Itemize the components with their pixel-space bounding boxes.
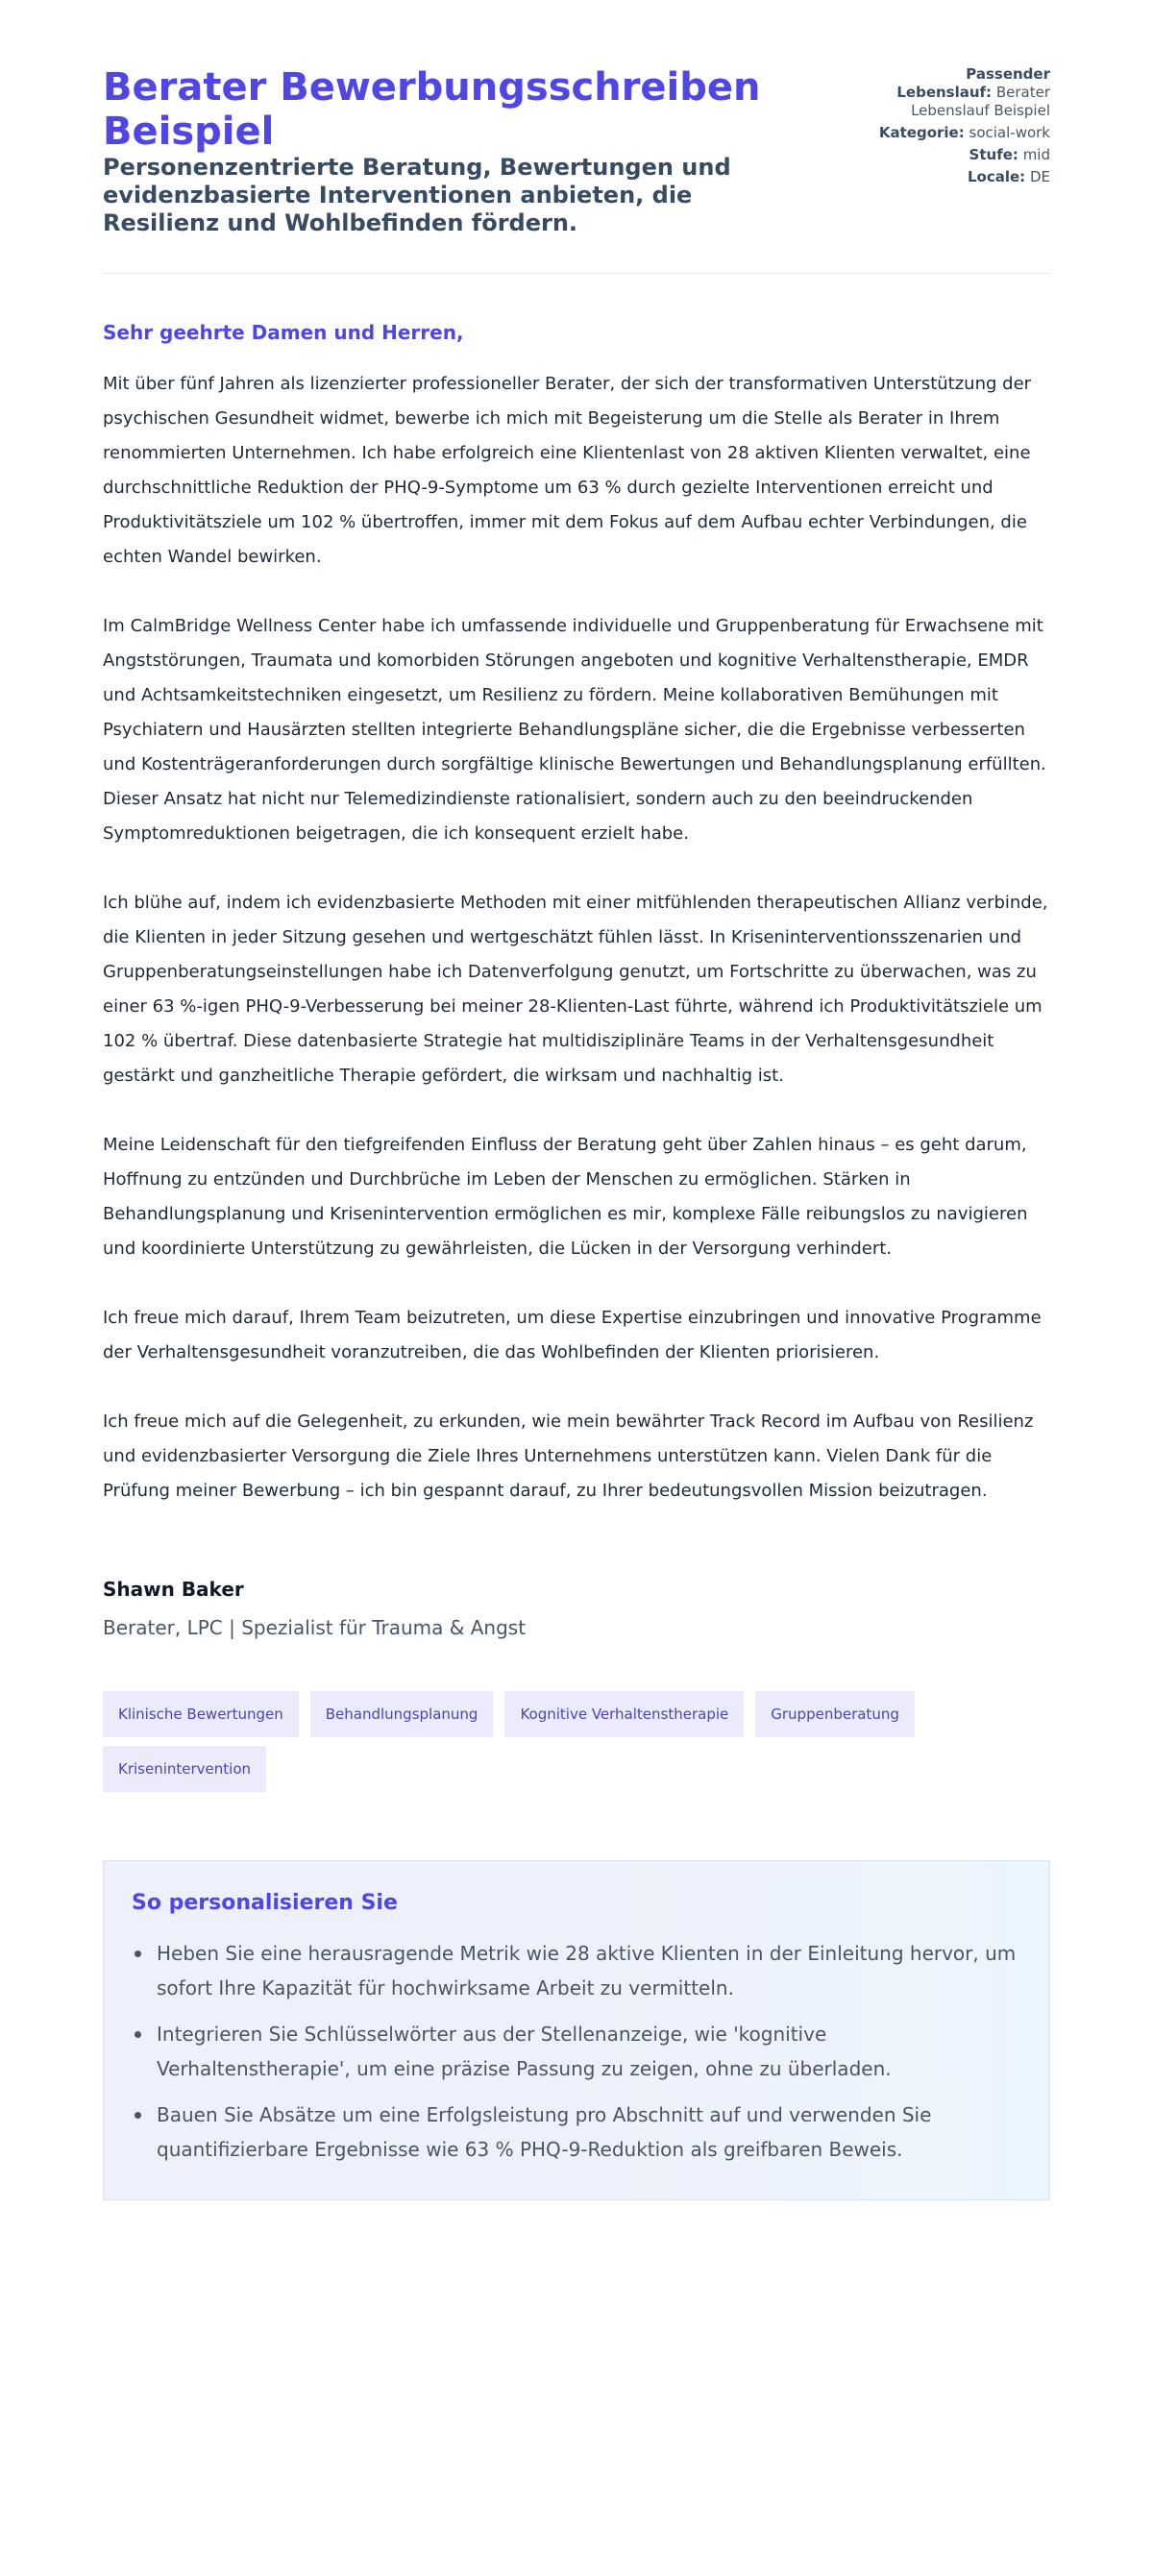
letter-paragraph: Ich freue mich darauf, Ihrem Team beizutreten, um diese Expertise einzubringen und innovative Programme der Verhaltensgesundheit voranzutreiben, die das Wohlbefinden der Klienten priorisieren.: [103, 1308, 1042, 1362]
page-header: [103, 65, 1050, 274]
tips-item-text: Heben Sie eine herausragende Metrik wie 28 aktive Klienten in der Einleitung hervor, um sofort Ihre Kapazität für hochwirksame Arbeit zu vermitteln.: [157, 1942, 1017, 1999]
tips-list-item: [132, 2017, 1021, 2086]
meta-level-value: mid: [1022, 146, 1050, 163]
meta-level: [868, 146, 1050, 164]
letter-paragraph: Mit über fünf Jahren als lizenzierter professioneller Berater, der sich der transformativen Unterstützung der psychischen Gesundheit widmet, bewerbe ich mich mit Begeisterung um die Stelle als Berater in Ihrem renommierten Unternehmen. Ich habe erfolgreich eine Klientenlast von 28 aktiven Klienten verwaltet, eine durchschnittliche Reduktion der PHQ-9-Symptome um 63 % durch gezielte Interventionen erreicht und Produktivitätsziele um 102 % übertroffen, immer mit dem Fokus auf dem Aufbau echter Verbindungen, die echten Wandel bewirken.: [103, 374, 1032, 567]
page-title: Berater Bewerbungsschreiben Beispiel: [103, 65, 761, 154]
bullet-icon: [135, 2031, 141, 2038]
letter-paragraph: Meine Leidenschaft für den tiefgreifenden Einfluss der Beratung geht über Zahlen hinaus – es geht darum, Hoffnung zu entzünden und Durchbrüche im Leben der Menschen zu ermöglichen. Stärken in Behandlungsplanung und Krisenintervention ermöglichen es mir, komplexe Fälle reibungslos zu navigieren und koordinierte Unterstützung zu gewährleisten, die Lücken in der Versorgung verhindert.: [103, 1135, 1028, 1259]
meta-resume-value: Berater Lebenslauf Beispiel: [911, 84, 1050, 119]
letter-greeting: Sehr geehrte Damen und Herren,: [103, 321, 464, 344]
meta-category-value: social-work: [969, 124, 1050, 141]
meta-resume: [868, 65, 1050, 120]
signature-name: Shawn Baker: [103, 1578, 244, 1601]
skill-tag: Kognitive Verhaltenstherapie: [504, 1691, 744, 1737]
meta-resume-label: Passender Lebenslauf:: [896, 65, 1050, 101]
personalization-tips-box: [103, 1860, 1050, 2200]
page-subtitle: Personenzentrierte Beratung, Bewertungen und evidenzbasierte Interventionen anbieten, die Resilienz und Wohlbefinden fördern.: [103, 154, 731, 236]
meta-locale-value: DE: [1029, 168, 1050, 185]
metadata-panel: [868, 65, 1050, 190]
meta-level-label: Stufe:: [969, 146, 1018, 163]
letter-paragraph: Ich freue mich auf die Gelegenheit, zu erkunden, wie mein bewährter Track Record im Aufbau von Resilienz und evidenzbasierter Versorgung die Ziele Ihres Unternehmens unterstützen kann. Vielen Dank für die Prüfung meiner Bewerbung – ich bin gespannt darauf, zu Ihrer bedeutungsvollen Mission beizutragen.: [103, 1411, 1034, 1501]
skill-tag: Gruppenberatung: [755, 1691, 915, 1737]
tips-title: So personalisieren Sie: [132, 1891, 398, 1915]
letter-paragraph: Im CalmBridge Wellness Center habe ich umfassende individuelle und Gruppenberatung für Erwachsene mit Angststörungen, Traumata und komorbiden Störungen angeboten und kognitive Verhaltenstherapie, EMDR und Achtsamkeitstechniken eingesetzt, um Resilienz zu fördern. Meine kollaborativen Bemühungen mit Psychiatern und Hausärzten stellten integrierte Behandlungspläne sicher, die die Ergebnisse verbesserten und Kostenträgeranforderungen durch sorgfältige klinische Bewertungen und Behandlungsplanung erfüllten. Dieser Ansatz hat nicht nur Telemedizindienste rationalisiert, sondern auch zu den beeindruckenden Symptomreduktionen beigetragen, die ich konsequent erzielt habe.: [103, 616, 1046, 844]
skill-tag: Krisenintervention: [103, 1746, 266, 1792]
meta-locale-label: Locale:: [967, 168, 1026, 185]
tips-item-text: Bauen Sie Absätze um eine Erfolgsleistung pro Abschnitt auf und verwenden Sie quantifizierbare Ergebnisse wie 63 % PHQ-9-Reduktion als greifbaren Beweis.: [157, 2103, 932, 2161]
letter-body: [103, 367, 1050, 1509]
tips-item-text: Integrieren Sie Schlüsselwörter aus der Stellenanzeige, wie 'kognitive Verhaltenstherapie', um eine präzise Passung zu zeigen, ohne zu überladen.: [157, 2023, 892, 2080]
meta-locale: [868, 168, 1050, 186]
signature-title: Berater, LPC | Spezialist für Trauma & Angst: [103, 1616, 527, 1639]
signature-block: [103, 1577, 1050, 1640]
tips-list-item: [132, 2098, 1021, 2167]
skill-tag: Behandlungsplanung: [310, 1691, 494, 1737]
skill-tags: [103, 1691, 1054, 1792]
bullet-icon: [135, 1950, 141, 1957]
meta-category-label: Kategorie:: [878, 124, 965, 141]
letter-paragraph: Ich blühe auf, indem ich evidenzbasierte Methoden mit einer mitfühlenden therapeutischen Allianz verbinde, die Klienten in jeder Sitzung gesehen und wertgeschätzt fühlen lässt. In Kriseninterventionsszenarien und Gruppenberatungseinstellungen habe ich Datenverfolgung genutzt, um Fortschritte zu überwachen, was zu einer 63 %-igen PHQ-9-Verbesserung bei meiner 28-Klienten-Last führte, während ich Produktivitätsziele um 102 % übertraf. Diese datenbasierte Strategie hat multidisziplinäre Teams in der Verhaltensgesundheit gestärkt und ganzheitliche Therapie gefördert, die wirksam und nachhaltig ist.: [103, 893, 1048, 1086]
header-titles: [103, 65, 795, 237]
tips-list: [132, 1936, 1021, 2167]
bullet-icon: [135, 2112, 141, 2119]
tips-list-item: [132, 1936, 1021, 2005]
meta-category: [868, 124, 1050, 142]
skill-tag: Klinische Bewertungen: [103, 1691, 299, 1737]
